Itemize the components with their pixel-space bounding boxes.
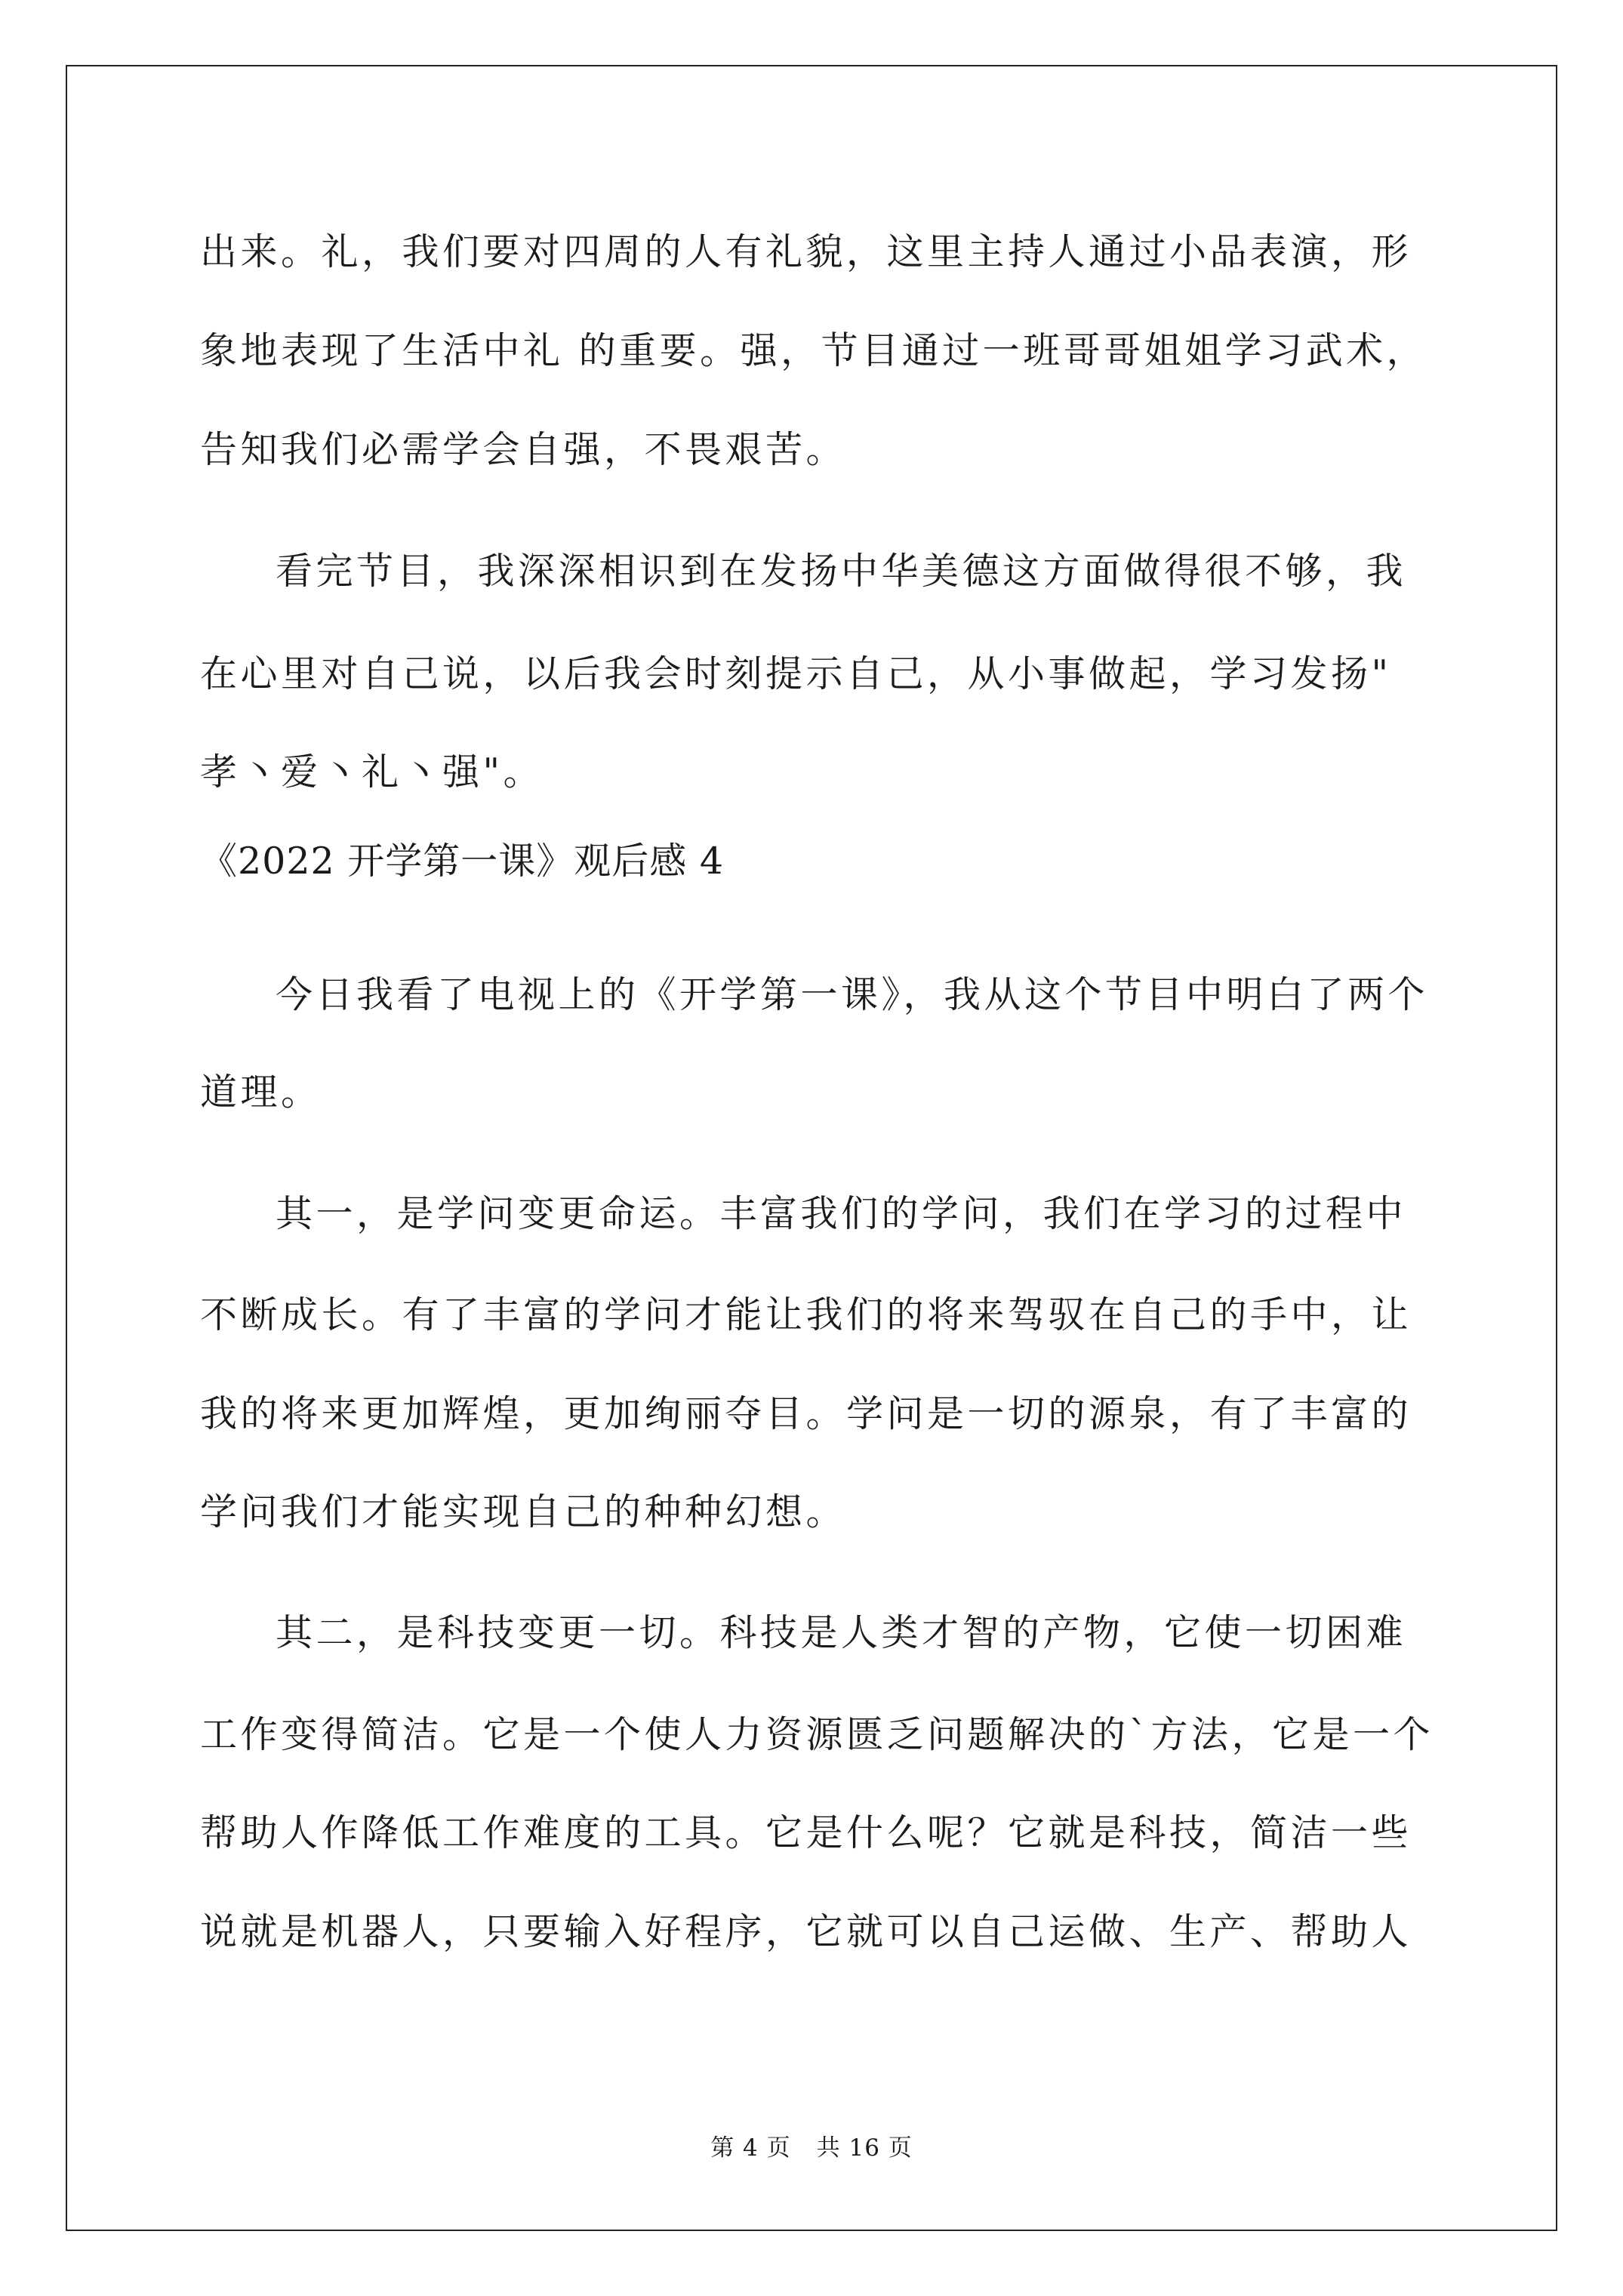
- paragraph-line: 不断成长。有了丰富的学问才能让我们的将来驾驭在自己的手中，让: [200, 1293, 1412, 1336]
- paragraph-line: 我的将来更加辉煌，更加绚丽夺目。学问是一切的源泉，有了丰富的: [200, 1392, 1412, 1435]
- paragraph-line: 今日我看了电视上的《开学第一课》，我从这个节目中明白了两个: [276, 973, 1429, 1016]
- page-total: 共 16 页: [816, 2134, 913, 2162]
- paragraph-line: 出来。礼，我们要对四周的人有礼貌，这里主持人通过小品表演，形: [200, 230, 1412, 273]
- paragraph-line: 孝丶爱丶礼丶强"。: [200, 750, 544, 794]
- section-heading: 《2022 开学第一课》观后感 4: [200, 840, 725, 883]
- page-footer: [0, 2133, 1623, 2163]
- paragraph-line: 学问我们才能实现自己的种种幻想。: [200, 1490, 847, 1533]
- paragraph-line: 工作变得简洁。它是一个使人力资源匮乏问题解决的`方法，它是一个: [200, 1713, 1434, 1756]
- paragraph-line: 道理。: [200, 1071, 322, 1114]
- paragraph-line: 告知我们必需学会自强，不畏艰苦。: [200, 428, 847, 471]
- paragraph-line: 看完节目，我深深相识到在发扬中华美德这方面做得很不够，我: [276, 550, 1407, 593]
- paragraph-line: 帮助人作降低工作难度的工具。它是什么呢？它就是科技，简洁一些: [200, 1811, 1412, 1854]
- paragraph-line: 说就是机器人，只要输入好程序，它就可以自己运做、生产、帮助人: [200, 1910, 1412, 1953]
- paragraph-line: 其二，是科技变更一切。科技是人类才智的产物，它使一切困难: [276, 1611, 1407, 1654]
- paragraph-line: 象地表现了生活中礼 的重要。强，节目通过一班哥哥姐姐学习武术，: [200, 329, 1427, 372]
- paragraph-line: 其一，是学问变更命运。丰富我们的学问，我们在学习的过程中: [276, 1192, 1407, 1235]
- page-border: [66, 65, 1557, 2231]
- paragraph-line: 在心里对自己说，以后我会时刻提示自己，从小事做起，学习发扬": [200, 652, 1392, 695]
- page-number: 第 4 页: [710, 2134, 791, 2162]
